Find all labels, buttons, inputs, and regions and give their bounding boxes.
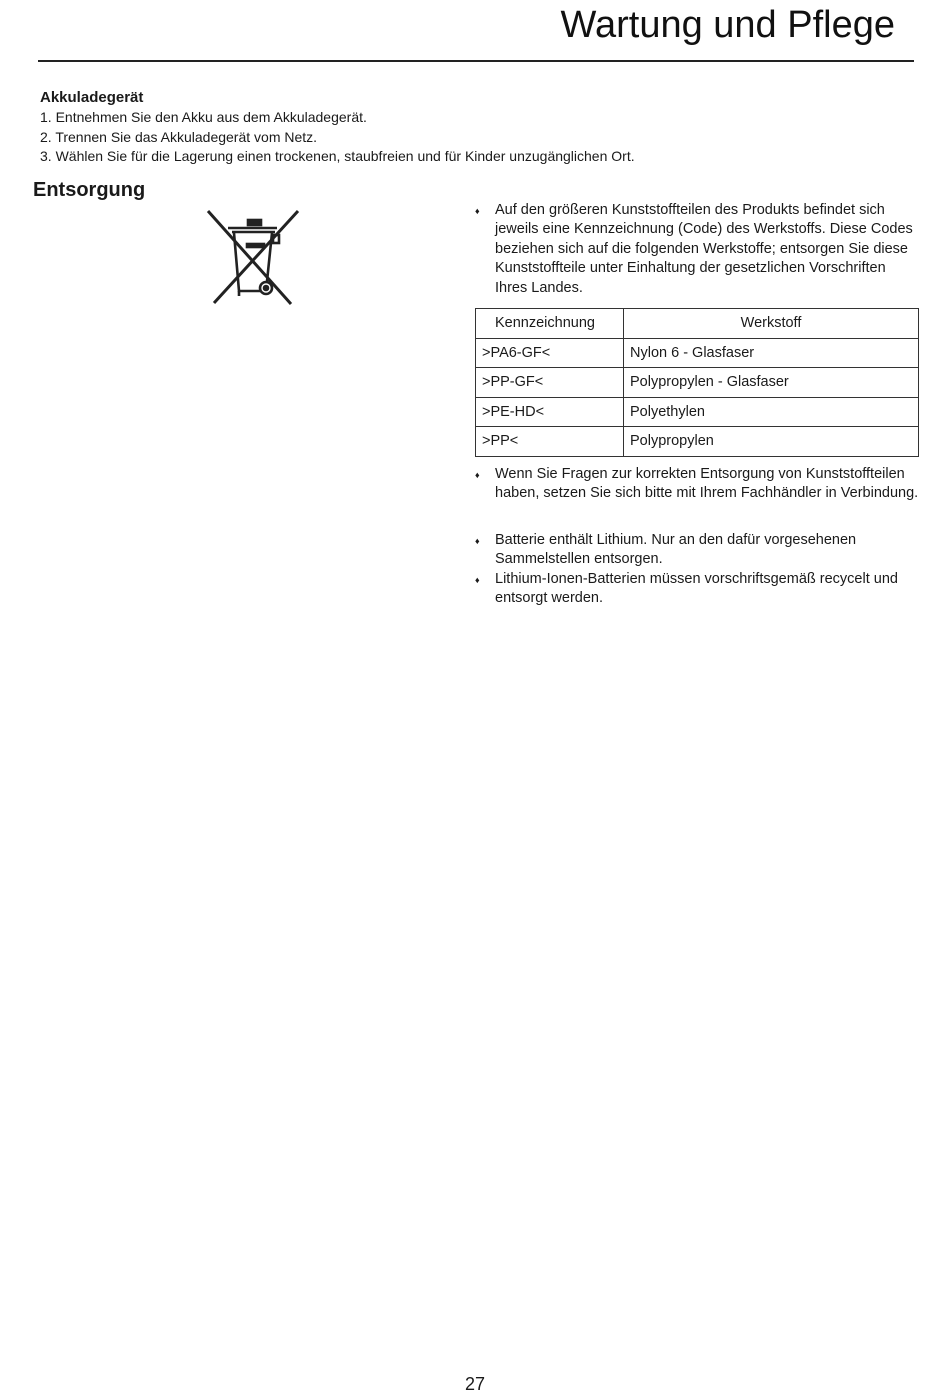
charger-step: 1. Entnehmen Sie den Akku aus dem Akkuladegerät. — [40, 109, 367, 125]
column-header-code: Kennzeichnung — [476, 309, 624, 339]
code-cell: >PE-HD< — [476, 397, 624, 427]
code-cell: >PP-GF< — [476, 368, 624, 398]
page-title: Wartung und Pflege — [560, 4, 895, 46]
disposal-notes-list — [475, 465, 920, 504]
material-cell: Polypropylen — [624, 427, 919, 457]
list-item — [475, 531, 920, 570]
crossed-out-wheelie-bin-icon — [203, 208, 303, 313]
battery-note-text: Batterie enthält Lithium. Nur an den dafür vorgesehenen Sammelstellen entsorgen. — [495, 532, 857, 568]
material-code-table — [475, 308, 919, 457]
charger-steps-list — [40, 108, 635, 167]
material-cell: Polyethylen — [624, 397, 919, 427]
material-cell: Nylon 6 - Glasfaser — [624, 338, 919, 368]
table-row — [476, 397, 919, 427]
code-cell: >PP< — [476, 427, 624, 457]
diamond-bullet-icon: ♦ — [475, 574, 480, 585]
list-item — [475, 201, 920, 298]
table-header-row — [476, 309, 919, 339]
disposal-intro-text: Auf den größeren Kunststoffteilen des Produkts befindet sich jeweils eine Kennzeichnung (Code) des Werkstoffs. Diese Codes beziehen sich auf die folgenden Werkstoffe; entsorgen Sie diese Kunststoffteile unter Einhaltung der gesetzlichen Vorschriften Ihres Landes. — [495, 202, 913, 296]
list-item — [475, 570, 920, 609]
battery-note-text: Lithium-Ionen-Batterien müssen vorschriftsgemäß recycelt und entsorgt werden. — [495, 570, 898, 607]
table-row — [476, 338, 919, 368]
diamond-bullet-icon: ♦ — [475, 470, 480, 480]
table-row — [476, 427, 919, 457]
table-row — [476, 368, 919, 398]
title-divider — [38, 60, 914, 62]
code-cell: >PA6-GF< — [476, 338, 624, 368]
charger-step: 2. Trennen Sie das Akkuladegerät vom Netz. — [40, 128, 318, 145]
disposal-intro-list — [475, 201, 920, 298]
battery-notes-list — [475, 531, 920, 609]
list-item — [475, 465, 920, 504]
material-cell: Polypropylen - Glasfaser — [624, 368, 919, 398]
diamond-bullet-icon: ♦ — [475, 206, 480, 216]
disposal-note-text: Wenn Sie Fragen zur korrekten Entsorgung von Kunststoffteilen haben, setzen Sie sich bitte mit Ihrem Fachhändler in Verbindung. — [495, 466, 919, 502]
disposal-heading: Entsorgung — [33, 179, 146, 201]
diamond-bullet-icon: ♦ — [475, 536, 480, 546]
charger-heading: Akkuladegerät — [40, 89, 144, 106]
page-number: 27 — [464, 1374, 486, 1394]
charger-step: 3. Wählen Sie für die Lagerung einen trockenen, staubfreien und für Kinder unzugänglichen Ort. — [40, 148, 635, 165]
column-header-material: Werkstoff — [624, 309, 919, 339]
